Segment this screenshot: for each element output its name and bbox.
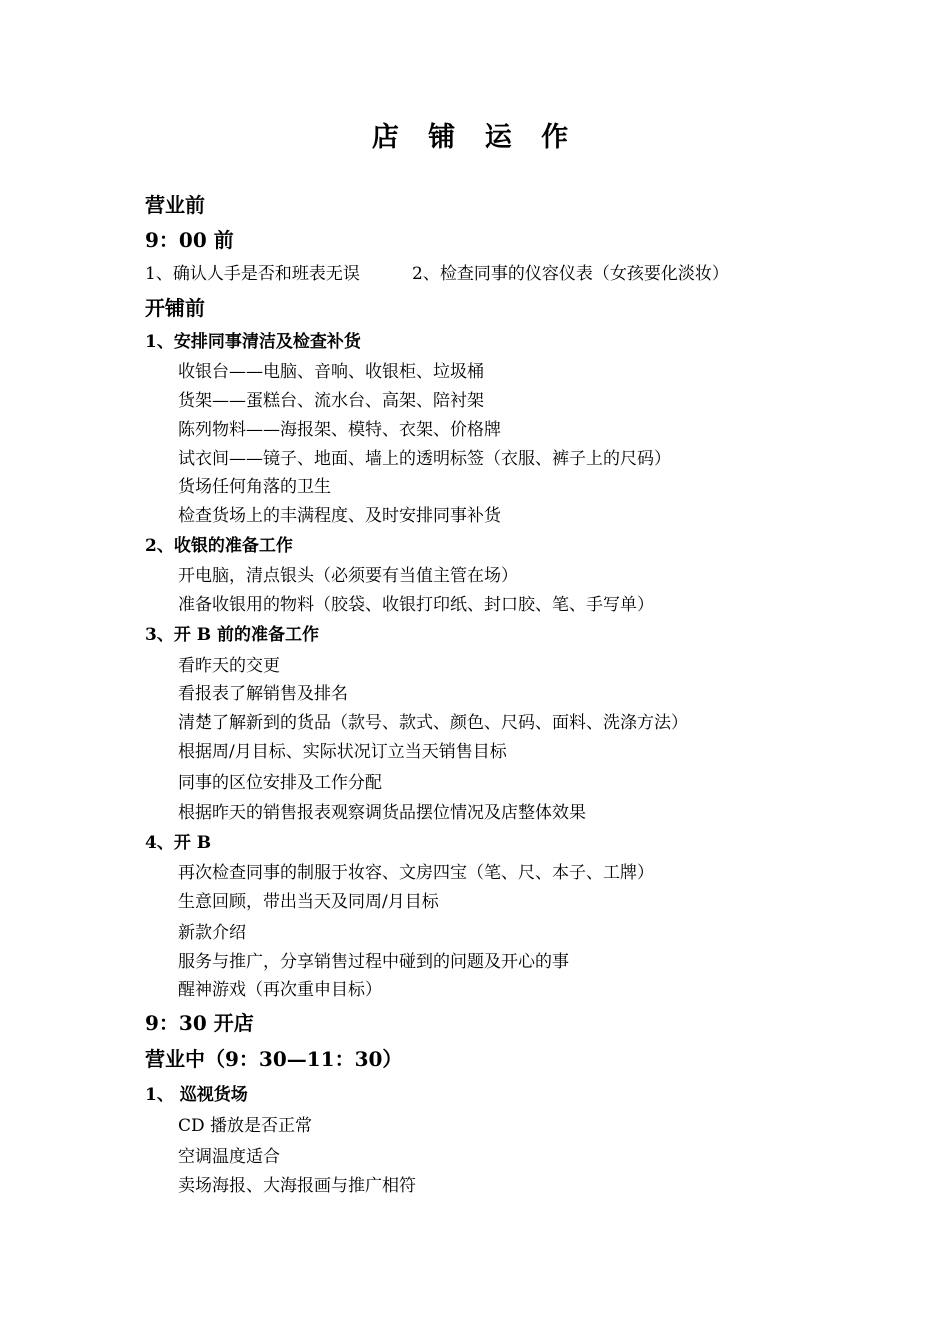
list-item: 开电脑，清点银头（必须要有当值主管在场） bbox=[178, 566, 518, 586]
list-item: CD 播放是否正常 bbox=[178, 1116, 313, 1136]
list-item: 根据昨天的销售报表观察调货品摆位情况及店整体效果 bbox=[178, 803, 586, 823]
checklist-item: 2、检查同事的仪容仪表（女孩要化淡妆） bbox=[412, 264, 729, 284]
list-item: 看报表了解销售及排名 bbox=[178, 684, 348, 704]
list-item: 同事的区位安排及工作分配 bbox=[178, 773, 382, 793]
list-item: 醒神游戏（再次重申目标） bbox=[178, 980, 382, 1000]
list-item: 检查货场上的丰满程度、及时安排同事补货 bbox=[178, 506, 501, 526]
list-item: 生意回顾，带出当天及同周/月目标 bbox=[178, 892, 439, 912]
list-item: 空调温度适合 bbox=[178, 1147, 280, 1167]
list-item: 清楚了解新到的货品（款号、款式、颜色、尺码、面料、洗涤方法） bbox=[178, 713, 688, 733]
list-item: 货场任何角落的卫生 bbox=[178, 477, 331, 497]
time-heading-930: 9：30 开店 bbox=[145, 1011, 254, 1035]
subsection-heading: 1、安排同事清洁及检查补货 bbox=[145, 332, 361, 352]
list-item: 货架——蛋糕台、流水台、高架、陪衬架 bbox=[178, 391, 484, 411]
section-heading-before-business: 营业前 bbox=[145, 193, 205, 217]
list-item: 准备收银用的物料（胶袋、收银打印纸、封口胶、笔、手写单） bbox=[178, 595, 654, 615]
list-item: 服务与推广，分享销售过程中碰到的问题及开心的事 bbox=[178, 952, 569, 972]
list-item: 再次检查同事的制服于妆容、文房四宝（笔、尺、本子、工牌） bbox=[178, 863, 654, 883]
document-title: 店 铺 运 作 bbox=[371, 122, 579, 153]
section-heading-during-business: 营业中（9：30—11：30） bbox=[145, 1047, 403, 1071]
subsection-heading: 4、开 B bbox=[145, 833, 212, 853]
subsection-heading: 3、开 B 前的准备工作 bbox=[145, 625, 320, 645]
section-heading-before-open: 开铺前 bbox=[145, 296, 205, 320]
list-item: 看昨天的交更 bbox=[178, 656, 280, 676]
checklist-item: 1、确认人手是否和班表无误 bbox=[145, 264, 360, 284]
time-heading-900: 9：00 前 bbox=[145, 228, 234, 252]
list-item: 根据周/月目标、实际状况订立当天销售目标 bbox=[178, 742, 507, 762]
list-item: 新款介绍 bbox=[178, 923, 246, 943]
subsection-heading: 1、 巡视货场 bbox=[145, 1085, 248, 1105]
list-item: 陈列物料——海报架、模特、衣架、价格牌 bbox=[178, 420, 501, 440]
list-item: 试衣间——镜子、地面、墙上的透明标签（衣服、裤子上的尺码） bbox=[178, 449, 671, 469]
list-item: 收银台——电脑、音响、收银柜、垃圾桶 bbox=[178, 362, 484, 382]
list-item: 卖场海报、大海报画与推广相符 bbox=[178, 1176, 416, 1196]
subsection-heading: 2、收银的准备工作 bbox=[145, 536, 293, 556]
